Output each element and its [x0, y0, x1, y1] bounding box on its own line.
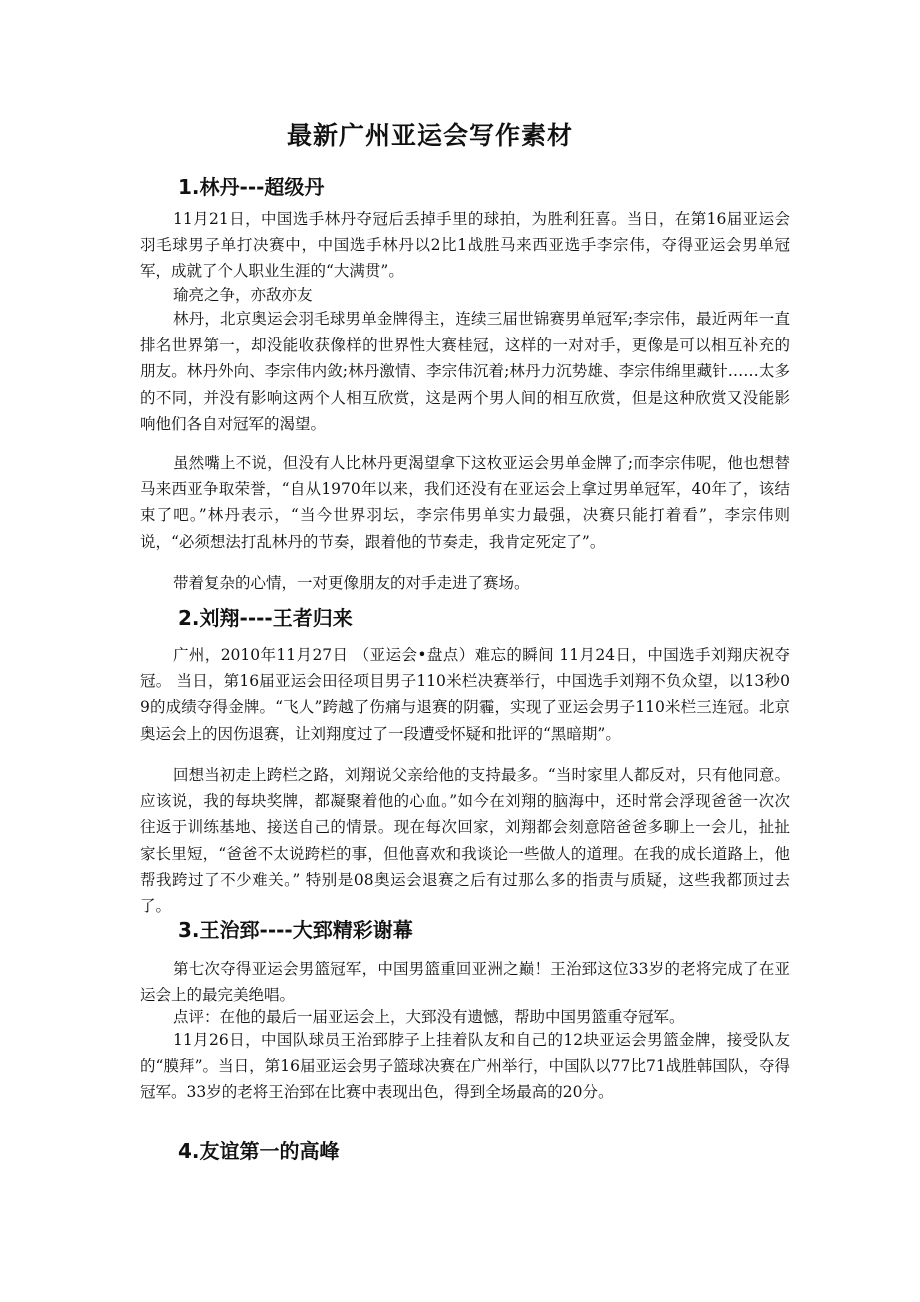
paragraph: 广州，2010年11月27日 （亚运会•盘点）难忘的瞬间 11月24日，中国选手刘翔庆祝夺冠。 当日，第16届亚运会田径项目男子110米栏决赛举行，中国选手刘翔不负众望，以13秒09的成绩夺得金牌。“飞人”跨越了伤痛与退赛的阴霾，实现了亚运会男子110米栏三连冠。北京奥运会上的因伤退赛，让刘翔度过了一段遭受怀疑和批评的“黑暗期”。 [140, 646, 790, 743]
section-heading-friendship: 4.友谊第一的高峰 [178, 1139, 340, 1163]
section-heading-wang-zhizhi: 3.王治郅----大郅精彩谢幕 [178, 918, 413, 942]
paragraph: 11月26日，中国队球员王治郅脖子上挂着队友和自己的12块亚运会男篮金牌，接受队友的“膜拜”。当日，第16届亚运会男子篮球决赛在广州举行，中国队以77比71战胜韩国队，夺得冠军。33岁的老将王治郅在比赛中表现出色，得到全场最高的20分。 [140, 1031, 790, 1102]
paragraph: 林丹，北京奥运会羽毛球男单金牌得主，连续三届世锦赛男单冠军;李宗伟，最近两年一直排名世界第一，却没能收获像样的世界性大赛桂冠，这样的一对对手，更像是可以相互补充的朋友。林丹外向、李宗伟内敛;林丹激情、李宗伟沉着;林丹力沉势雄、李宗伟绵里藏针……太多的不同，并没有影响这两个人相互欣赏，这是两个男人间的相互欣赏，但是这种欣赏又没能影响他们各自对冠军的渴望。 [140, 310, 790, 433]
paragraph: 11月21日，中国选手林丹夺冠后丢掉手里的球拍，为胜利狂喜。当日，在第16届亚运会羽毛球男子单打决赛中，中国选手林丹以2比1战胜马来西亚选手李宗伟，夺得亚运会男单冠军，成就了个人职业生涯的“大满贯”。 [140, 210, 790, 281]
paragraph-subheading: 瑜亮之争，亦敌亦友 [173, 286, 313, 304]
section-heading-liu-xiang: 2.刘翔----王者归来 [178, 606, 353, 630]
paragraph: 虽然嘴上不说，但没有人比林丹更渴望拿下这枚亚运会男单金牌了;而李宗伟呢，他也想替马来西亚争取荣誉，“自从1970年以来，我们还没有在亚运会上拿过男单冠军，40年了，该结束了吧。”林丹表示，“当今世界羽坛，李宗伟男单实力最强，决赛只能打着看”，李宗伟则说，“必须想法打乱林丹的节奏，跟着他的节奏走，我肯定死定了”。 [140, 454, 790, 551]
document-title: 最新广州亚运会写作素材 [286, 121, 573, 150]
paragraph: 点评：在他的最后一届亚运会上，大郅没有遗憾，帮助中国男篮重夺冠军。 [173, 1008, 685, 1026]
paragraph: 带着复杂的心情，一对更像朋友的对手走进了赛场。 [173, 574, 530, 592]
paragraph: 回想当初走上跨栏之路，刘翔说父亲给他的支持最多。“当时家里人都反对，只有他同意。应该说，我的每块奖牌，都凝聚着他的心血。”如今在刘翔的脑海中，还时常会浮现爸爸一次次往返于训练基地、接送自己的情景。现在每次回家，刘翔都会刻意陪爸爸多聊上一会儿，扯扯家长里短，“爸爸不太说跨栏的事，但他喜欢和我谈论一些做人的道理。在我的成长道路上，他帮我跨过了不少难关。” 特别是08奥运会退赛之后有过那么多的指责与质疑，这些我都顶过去了。 [140, 766, 790, 916]
section-heading-lin-dan: 1.林丹---超级丹 [178, 175, 325, 199]
paragraph: 第七次夺得亚运会男篮冠军，中国男篮重回亚洲之巅！王治郅这位33岁的老将完成了在亚运会上的最完美绝唱。 [140, 960, 790, 1005]
